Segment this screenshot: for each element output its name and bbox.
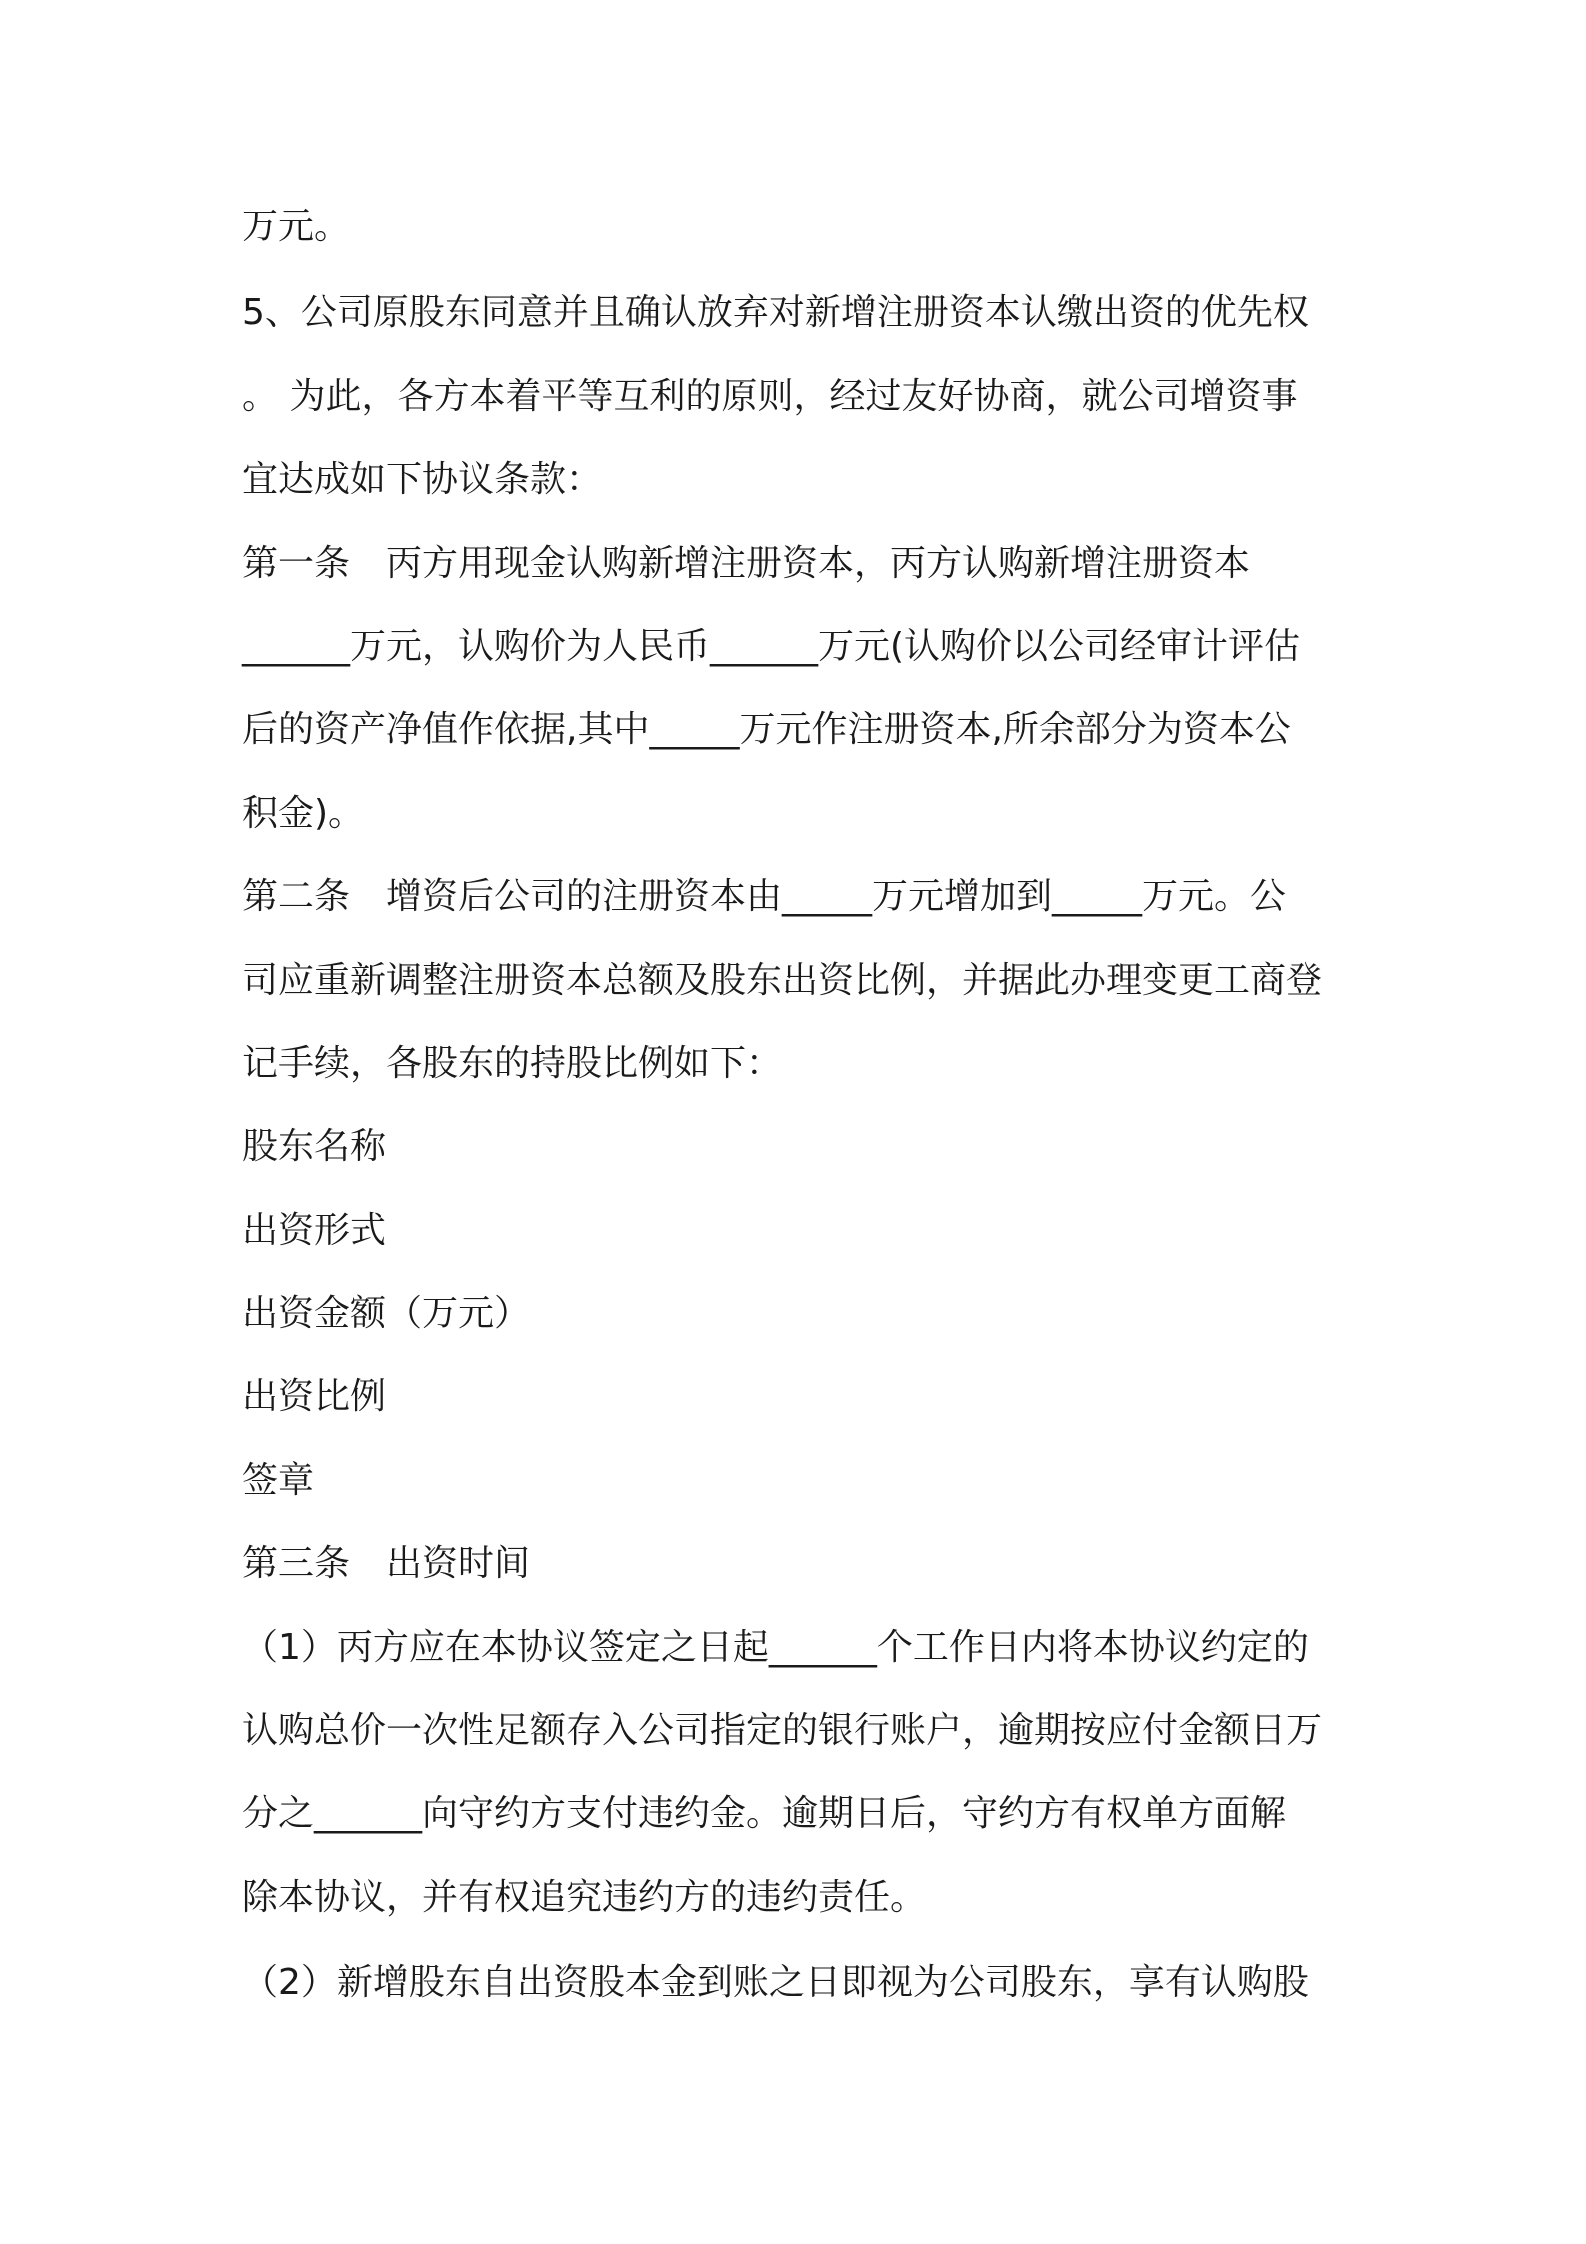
text-line-8: 积金)。 [242,793,365,834]
article-3-heading-line: 第三条 出资时间 [242,1543,531,1584]
table-label-contribution-amount: 出资金额（万元） [242,1293,531,1334]
text-line-20: 分之______向守约方支付违约金。逾期日后，守约方有权单方面解 [242,1793,1287,1834]
text-line-7: 后的资产净值作依据,其中_____万元作注册资本,所余部分为资本公 [242,709,1291,750]
text-line-3: 。 为此，各方本着平等互利的原则，经过友好协商，就公司增资事 [242,376,1298,417]
text-line-21: 除本协议，并有权追究违约方的违约责任。 [242,1877,927,1918]
table-label-signature: 签章 [242,1460,315,1501]
text-line-19: 认购总价一次性足额存入公司指定的银行账户，逾期按应付金额日万 [242,1710,1323,1751]
text-line-18: （1）丙方应在本协议签定之日起______个工作日内将本协议约定的 [242,1627,1309,1668]
text-line-1: 万元。 [242,206,351,247]
text-line-4: 宜达成如下协议条款： [242,459,603,500]
text-line-6: ______万元，认购价为人民币______万元(认购价以公司经审计评估 [242,626,1301,667]
text-line-22: （2）新增股东自出资股本金到账之日即视为公司股东，享有认购股 [242,1962,1309,2003]
table-label-contribution-form: 出资形式 [242,1210,387,1251]
article-2-heading-line: 第二条 增资后公司的注册资本由_____万元增加到_____万元。公 [242,876,1287,917]
text-line-11: 记手续，各股东的持股比例如下： [242,1043,783,1084]
article-1-heading-line: 第一条 丙方用现金认购新增注册资本，丙方认购新增注册资本 [242,543,1251,584]
text-line-10: 司应重新调整注册资本总额及股东出资比例，并据此办理变更工商登 [242,960,1323,1001]
text-line-2: 5、公司原股东同意并且确认放弃对新增注册资本认缴出资的优先权 [242,292,1309,333]
table-label-shareholder-name: 股东名称 [242,1126,387,1167]
table-label-contribution-ratio: 出资比例 [242,1376,387,1417]
